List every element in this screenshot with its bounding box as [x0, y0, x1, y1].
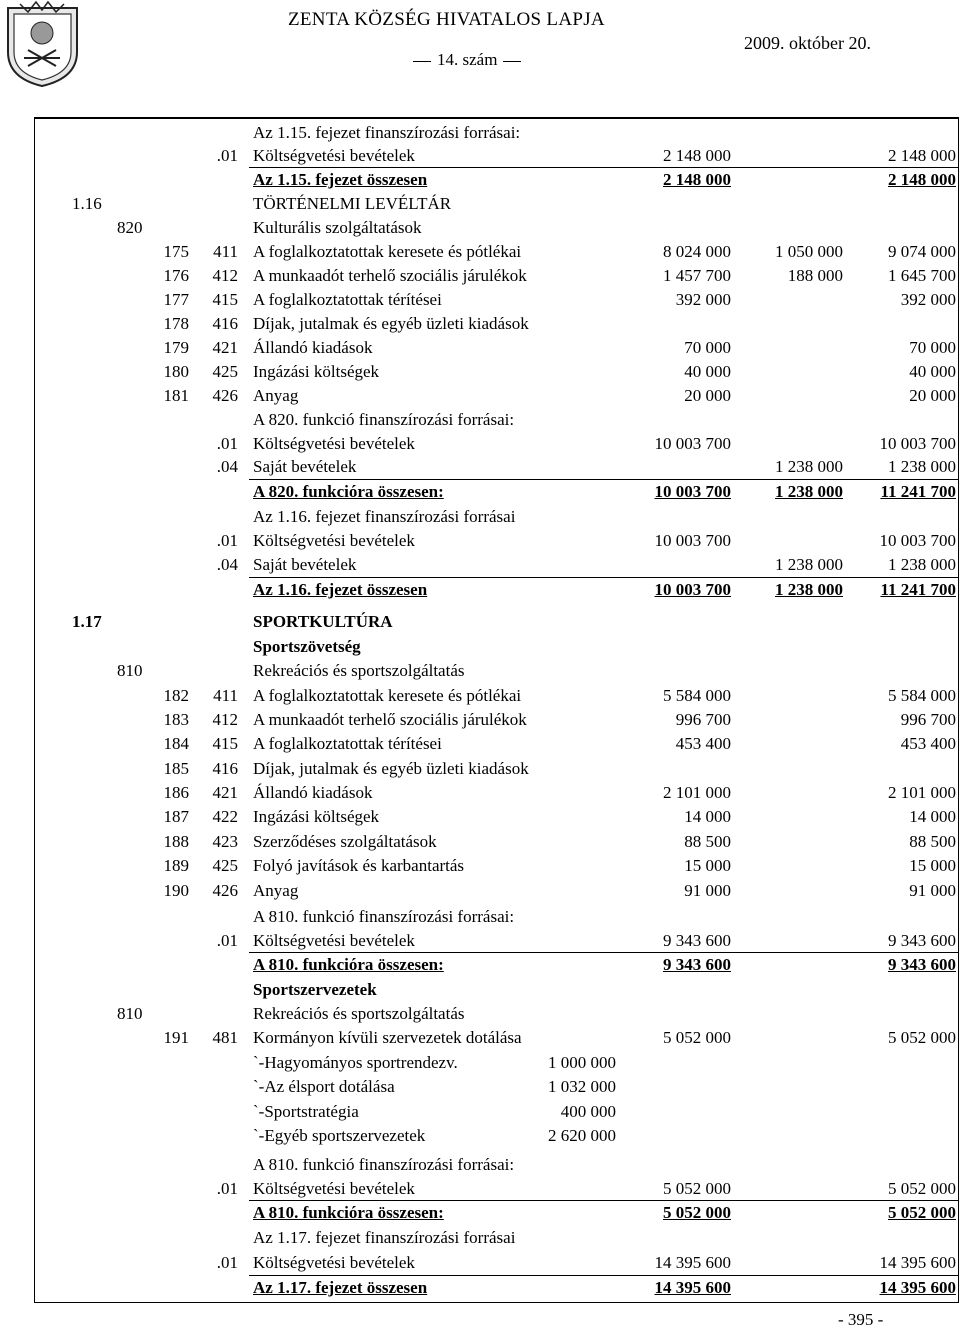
- cell-code: 412: [212, 266, 238, 285]
- cell-v1: 8 024 000: [663, 242, 731, 261]
- cell-v1: 9 343 600: [663, 955, 731, 974]
- cell-desc: Költségvetési bevételek: [253, 1253, 415, 1272]
- cell-sect: 1.17: [72, 612, 102, 631]
- cell-v3: 5 052 000: [888, 1028, 956, 1047]
- table-row: [0, 432, 960, 456]
- cell-desc: Ingázási költségek: [253, 807, 380, 826]
- cell-desc: A 820. funkció finanszírozási forrásai:: [253, 410, 515, 429]
- cell-rid: 179: [163, 338, 189, 357]
- cell-code: .04: [216, 555, 238, 574]
- cell-desc: Az 1.16. fejezet finanszírozási forrásai: [253, 507, 516, 526]
- cell-v3: 5 584 000: [888, 686, 956, 705]
- cell-v3: 2 101 000: [888, 783, 956, 802]
- cell-desc: Sportszövetség: [253, 637, 361, 656]
- cell-desc: Költségvetési bevételek: [253, 1179, 415, 1198]
- cell-desc: Költségvetési bevételek: [253, 434, 415, 453]
- cell-code: 421: [212, 338, 238, 357]
- cell-v1: 5 052 000: [663, 1203, 731, 1222]
- table-row: [0, 1100, 960, 1124]
- table-row: [0, 1226, 960, 1250]
- table-row: [0, 480, 960, 504]
- cell-desc: Költségvetési bevételek: [253, 931, 415, 950]
- table-row: [0, 781, 960, 805]
- cell-v2: 1 238 000: [775, 482, 843, 501]
- cell-rid: 183: [163, 710, 189, 729]
- table-row: [0, 144, 960, 168]
- cell-v3: 5 052 000: [888, 1179, 956, 1198]
- issue-number: 14. szám: [437, 50, 498, 69]
- cell-desc: A foglalkoztatottak keresete és pótlékai: [253, 686, 522, 705]
- cell-rid: 176: [163, 266, 189, 285]
- table-row: [0, 192, 960, 216]
- cell-code: 411: [213, 686, 238, 705]
- cell-v2: 1 050 000: [775, 242, 843, 261]
- cell-desc: SPORTKULTÚRA: [253, 612, 393, 631]
- table-row: [0, 610, 960, 634]
- cell-v1: 453 400: [675, 734, 731, 753]
- table-row: [0, 288, 960, 312]
- cell-v2: 1 238 000: [775, 580, 843, 599]
- cell-desc: A 810. funkcióra összesen:: [253, 955, 444, 974]
- cell-code: 426: [212, 386, 238, 405]
- total-rule: [249, 577, 959, 578]
- table-row: [0, 1124, 960, 1148]
- cell-v3: 11 241 700: [880, 482, 956, 501]
- cell-desc: `-Egyéb sportszervezetek: [253, 1126, 426, 1145]
- cell-v3: 453 400: [900, 734, 956, 753]
- cell-v3: 14 395 600: [879, 1278, 956, 1297]
- cell-v2: 1 238 000: [775, 555, 843, 574]
- table-row: [0, 1276, 960, 1300]
- cell-v1: 996 700: [675, 710, 731, 729]
- cell-v3: 91 000: [909, 881, 956, 900]
- cell-desc: A foglalkoztatottak keresete és pótlékai: [253, 242, 522, 261]
- cell-v3: 1 645 700: [888, 266, 956, 285]
- table-row: [0, 732, 960, 756]
- table-row: [0, 360, 960, 384]
- table-row: [0, 757, 960, 781]
- table-row: [0, 879, 960, 903]
- issue-date: 2009. október 20.: [744, 33, 871, 53]
- cell-v1: 5 052 000: [663, 1179, 731, 1198]
- total-rule: [249, 1275, 959, 1276]
- cell-v1: 392 000: [675, 290, 731, 309]
- cell-v3: 88 500: [909, 832, 956, 851]
- table-row: [0, 240, 960, 264]
- cell-v1: 10 003 700: [654, 434, 731, 453]
- cell-code: .04: [216, 457, 238, 476]
- cell-v3: 14 395 600: [879, 1253, 956, 1272]
- cell-desc: Díjak, jutalmak és egyéb üzleti kiadások: [253, 314, 529, 333]
- table-row: [0, 264, 960, 288]
- cell-code: 426: [212, 881, 238, 900]
- cell-rid: 187: [163, 807, 189, 826]
- cell-v3: 9 343 600: [888, 955, 956, 974]
- cell-code: .01: [216, 931, 238, 950]
- cell-v1: 91 000: [684, 881, 731, 900]
- cell-v3: 2 148 000: [888, 170, 956, 189]
- cell-rid: 191: [163, 1028, 189, 1047]
- cell-v1: 14 395 600: [654, 1253, 731, 1272]
- cell-desc: TÖRTÉNELMI LEVÉLTÁR: [253, 194, 452, 213]
- cell-v3: 2 148 000: [888, 146, 956, 165]
- cell-code: 416: [212, 314, 238, 333]
- cell-desc: Rekreációs és sportszolgáltatás: [253, 1004, 465, 1023]
- cell-rid: 177: [163, 290, 189, 309]
- cell-code: 415: [212, 290, 238, 309]
- cell-desc: A munkaadót terhelő szociális járulékok: [253, 266, 527, 285]
- table-row: [0, 635, 960, 659]
- table-row: [0, 1201, 960, 1225]
- cell-v1: 5 052 000: [663, 1028, 731, 1047]
- cell-v3: 14 000: [909, 807, 956, 826]
- cell-v3: 10 003 700: [879, 434, 956, 453]
- cell-v1: 88 500: [684, 832, 731, 851]
- table-row: [0, 659, 960, 683]
- cell-v1: 20 000: [684, 386, 731, 405]
- cell-v3: 10 003 700: [879, 531, 956, 550]
- table-row: [0, 121, 960, 145]
- table-row: [0, 978, 960, 1002]
- table-row: [0, 578, 960, 602]
- table-row: [0, 953, 960, 977]
- table-row: [0, 216, 960, 240]
- cell-v2: 188 000: [787, 266, 843, 285]
- cell-desc: Saját bevételek: [253, 555, 357, 574]
- page-number: - 395 -: [838, 1310, 884, 1329]
- cell-v1: 2 148 000: [663, 170, 731, 189]
- cell-desc: Költségvetési bevételek: [253, 146, 415, 165]
- cell-desc: Az 1.17. fejezet finanszírozási forrásai: [253, 1228, 516, 1247]
- cell-desc: Saját bevételek: [253, 457, 357, 476]
- cell-func: 810: [117, 661, 143, 680]
- issue-number-line: [407, 50, 527, 70]
- cell-v1: 1 457 700: [663, 266, 731, 285]
- cell-code: 425: [212, 856, 238, 875]
- cell-v1: 70 000: [684, 338, 731, 357]
- cell-rid: 175: [163, 242, 189, 261]
- table-row: [0, 455, 960, 479]
- cell-code: 423: [212, 832, 238, 851]
- cell-desc: Díjak, jutalmak és egyéb üzleti kiadások: [253, 759, 529, 778]
- table-row: [0, 805, 960, 829]
- cell-sub: 2 620 000: [548, 1126, 616, 1145]
- cell-v2: 1 238 000: [775, 457, 843, 476]
- table-row: [0, 905, 960, 929]
- cell-desc: A 810. funkcióra összesen:: [253, 1203, 444, 1222]
- table-row: [0, 1075, 960, 1099]
- cell-v3: 1 238 000: [888, 555, 956, 574]
- cell-v1: 9 343 600: [663, 931, 731, 950]
- cell-desc: A foglalkoztatottak térítései: [253, 734, 442, 753]
- cell-v3: 11 241 700: [880, 580, 956, 599]
- cell-v1: 14 395 600: [654, 1278, 731, 1297]
- cell-sect: 1.16: [72, 194, 102, 213]
- table-row: [0, 1002, 960, 1026]
- cell-v1: 14 000: [684, 807, 731, 826]
- total-rule: [249, 479, 959, 480]
- cell-rid: 180: [163, 362, 189, 381]
- cell-v3: 996 700: [900, 710, 956, 729]
- cell-code: .01: [216, 434, 238, 453]
- cell-rid: 186: [163, 783, 189, 802]
- cell-v1: 10 003 700: [654, 482, 731, 501]
- cell-desc: `-Hagyományos sportrendezv.: [253, 1053, 458, 1072]
- cell-desc: Az 1.17. fejezet összesen: [253, 1278, 428, 1297]
- cell-code: 481: [212, 1028, 238, 1047]
- cell-v1: 5 584 000: [663, 686, 731, 705]
- cell-rid: 188: [163, 832, 189, 851]
- cell-v1: 2 101 000: [663, 783, 731, 802]
- table-row: [0, 312, 960, 336]
- cell-desc: Költségvetési bevételek: [253, 531, 415, 550]
- table-row: [0, 1153, 960, 1177]
- cell-desc: Kulturális szolgáltatások: [253, 218, 422, 237]
- cell-v3: 40 000: [909, 362, 956, 381]
- cell-v3: 15 000: [909, 856, 956, 875]
- table-row: [0, 505, 960, 529]
- cell-func: 810: [117, 1004, 143, 1023]
- table-row: [0, 384, 960, 408]
- cell-desc: Ingázási költségek: [253, 362, 380, 381]
- cell-v1: 10 003 700: [654, 531, 731, 550]
- publication-title: ZENTA KÖZSÉG HIVATALOS LAPJA: [288, 9, 605, 30]
- table-row: [0, 708, 960, 732]
- cell-desc: Rekreációs és sportszolgáltatás: [253, 661, 465, 680]
- cell-sub: 400 000: [560, 1102, 616, 1121]
- cell-desc: Állandó kiadások: [253, 783, 373, 802]
- cell-code: .01: [216, 531, 238, 550]
- cell-sub: 1 032 000: [548, 1077, 616, 1096]
- cell-desc: `-Sportstratégia: [253, 1102, 359, 1121]
- cell-v1: 2 148 000: [663, 146, 731, 165]
- cell-rid: 190: [163, 881, 189, 900]
- table-row: [0, 336, 960, 360]
- cell-rid: 182: [163, 686, 189, 705]
- cell-v1: 40 000: [684, 362, 731, 381]
- cell-code: .01: [216, 146, 238, 165]
- cell-v1: 15 000: [684, 856, 731, 875]
- cell-code: 416: [212, 759, 238, 778]
- table-row: [0, 168, 960, 192]
- table-row: [0, 1177, 960, 1201]
- cell-desc: Anyag: [253, 881, 299, 900]
- table-row: [0, 854, 960, 878]
- cell-desc: Az 1.15. fejezet összesen: [253, 170, 428, 189]
- cell-rid: 189: [163, 856, 189, 875]
- table-row: [0, 684, 960, 708]
- cell-desc: A munkaadót terhelő szociális járulékok: [253, 710, 527, 729]
- cell-code: .01: [216, 1179, 238, 1198]
- table-row: [0, 1251, 960, 1275]
- cell-desc: Állandó kiadások: [253, 338, 373, 357]
- coat-of-arms-icon: [0, 0, 85, 88]
- cell-rid: 178: [163, 314, 189, 333]
- table-row: [0, 830, 960, 854]
- cell-desc: Kormányon kívüli szervezetek dotálása: [253, 1028, 522, 1047]
- cell-v1: 10 003 700: [654, 580, 731, 599]
- cell-code: 422: [212, 807, 238, 826]
- cell-code: 411: [213, 242, 238, 261]
- cell-func: 820: [117, 218, 143, 237]
- cell-desc: Az 1.16. fejezet összesen: [253, 580, 428, 599]
- table-row: [0, 529, 960, 553]
- cell-rid: 185: [163, 759, 189, 778]
- page-header: [0, 0, 960, 110]
- cell-desc: A 820. funkcióra összesen:: [253, 482, 444, 501]
- cell-desc: Az 1.15. fejezet finanszírozási forrásai:: [253, 123, 521, 142]
- cell-desc: `-Az élsport dotálása: [253, 1077, 395, 1096]
- cell-code: 421: [212, 783, 238, 802]
- cell-sub: 1 000 000: [548, 1053, 616, 1072]
- cell-rid: 184: [163, 734, 189, 753]
- cell-desc: A 810. funkció finanszírozási forrásai:: [253, 1155, 515, 1174]
- cell-desc: Sportszervezetek: [253, 980, 377, 999]
- cell-desc: Szerződéses szolgáltatások: [253, 832, 437, 851]
- cell-desc: A foglalkoztatottak térítései: [253, 290, 442, 309]
- cell-code: 412: [212, 710, 238, 729]
- cell-v3: 20 000: [909, 386, 956, 405]
- cell-v3: 9 343 600: [888, 931, 956, 950]
- table-row: [0, 1026, 960, 1050]
- total-rule: [249, 1200, 959, 1201]
- cell-v3: 1 238 000: [888, 457, 956, 476]
- cell-v3: 392 000: [900, 290, 956, 309]
- total-rule: [249, 167, 959, 168]
- table-row: [0, 553, 960, 577]
- total-rule: [249, 952, 959, 953]
- cell-desc: Folyó javítások és karbantartás: [253, 856, 465, 875]
- cell-v3: 9 074 000: [888, 242, 956, 261]
- cell-rid: 181: [163, 386, 189, 405]
- cell-code: 415: [212, 734, 238, 753]
- cell-code: 425: [212, 362, 238, 381]
- cell-v3: 70 000: [909, 338, 956, 357]
- cell-code: .01: [216, 1253, 238, 1272]
- table-row: [0, 408, 960, 432]
- cell-v3: 5 052 000: [888, 1203, 956, 1222]
- table-row: [0, 1051, 960, 1075]
- cell-desc: A 810. funkció finanszírozási forrásai:: [253, 907, 515, 926]
- table-row: [0, 929, 960, 953]
- cell-desc: Anyag: [253, 386, 299, 405]
